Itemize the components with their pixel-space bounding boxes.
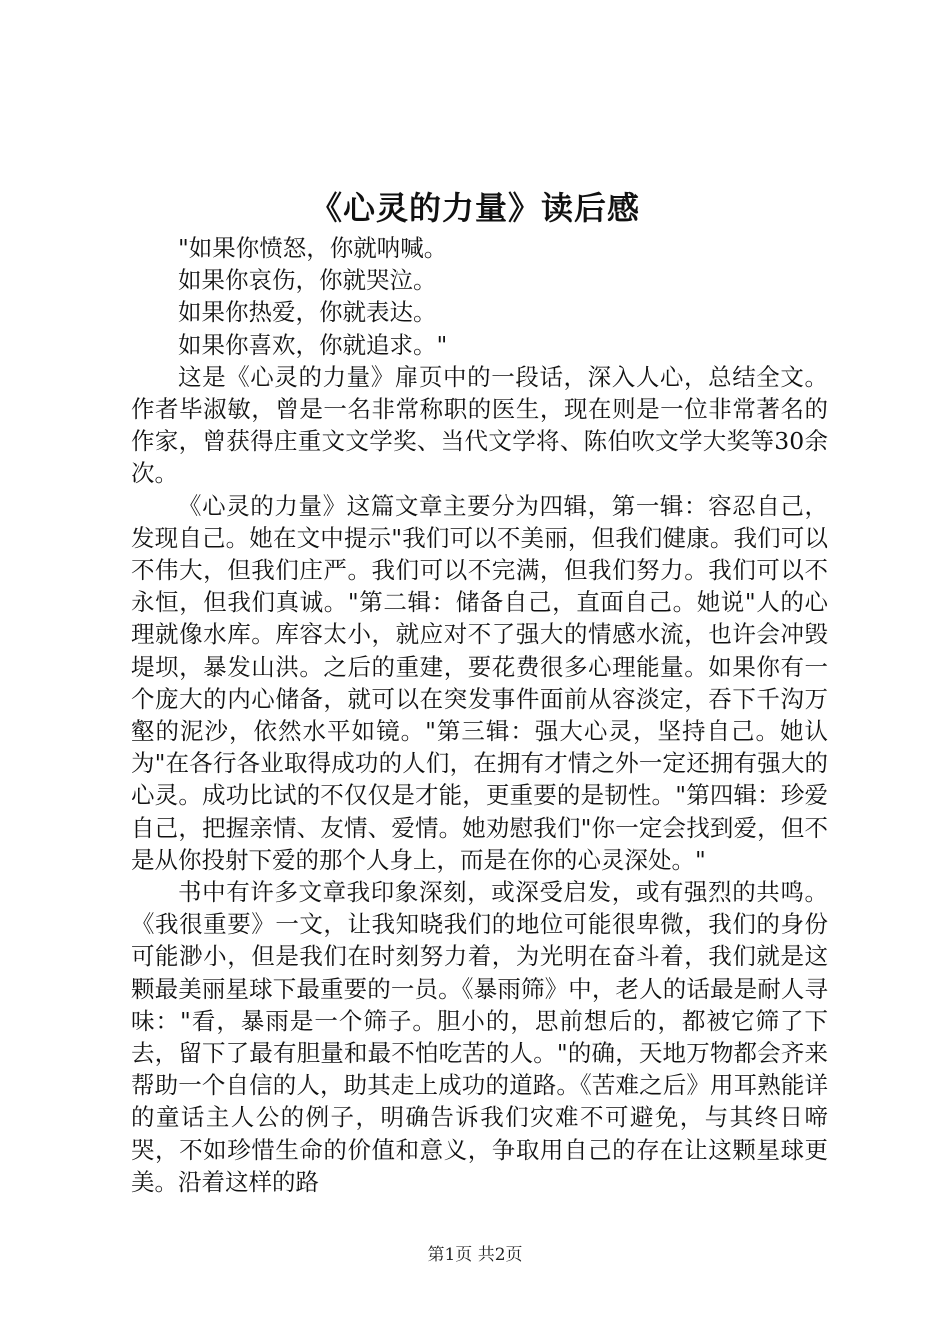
document-body: [131, 232, 828, 1198]
document-title: 《心灵的力量》读后感: [309, 189, 640, 227]
paragraph-impressions: 书中有许多文章我印象深刻，或深受启发，或有强烈的共鸣。《我很重要》一文，让我知晓我们的地位可能很卑微，我们的身份可能渺小，但是我们在时刻努力着，为光明在奋斗着，我们就是这颗最美丽星球下最重要的一员。《暴雨筛》中，老人的话最是耐人寻味："看，暴雨是一个筛子。胆小的，思前想后的，都被它筛了下去，留下了最有胆量和最不怕吃苦的人。"的确，天地万物都会齐来帮助一个自信的人，助其走上成功的道路。《苦难之后》用耳熟能详的童话主人公的例子，明确告诉我们灾难不可避免，与其终日啼哭，不如珍惜生命的价值和意义，争取用自己的存在让这颗星球更美。沿着这样的路: [131, 878, 828, 1196]
paragraph-intro: 这是《心灵的力量》扉页中的一段话，深入人心，总结全文。作者毕淑敏，曾是一名非常称职的医生，现在则是一位非常著名的作家，曾获得庄重文文学奖、当代文学将、陈伯吹文学大奖等30余次。: [131, 362, 828, 488]
poem-line-4: 如果你喜欢，你就追求。": [178, 330, 448, 359]
page-footer: 第1页 共2页: [427, 1245, 523, 1265]
paragraph-structure: 《心灵的力量》这篇文章主要分为四辑，第一辑：容忍自己，发现自己。她在文中提示"我们可以不美丽，但我们健康。我们可以不伟大，但我们庄严。我们可以不完满，但我们努力。我们可以不永恒，但我们真诚。"第二辑：储备自己，直面自己。她说"人的心理就像水库。库容太小，就应对不了强大的情感水流，也许会冲毁堤坝，暴发山洪。之后的重建，要花费很多心理能量。如果你有一个庞大的内心储备，就可以在突发事件面前从容淡定，吞下千沟万壑的泥沙，依然水平如镜。"第三辑：强大心灵，坚持自己。她认为"在各行各业取得成功的人们，在拥有才情之外一定还拥有强大的心灵。成功比试的不仅仅是才能，更重要的是韧性。"第四辑：珍爱自己，把握亲情、友情、爱情。她劝慰我们"你一定会找到爱，但不是从你投射下爱的那个人身上，而是在你的心灵深处。": [131, 491, 828, 874]
poem-line-1: "如果你愤怒，你就呐喊。: [178, 234, 448, 262]
poem-line-2: 如果你哀伤，你就哭泣。: [178, 266, 437, 295]
poem-line-3: 如果你热爱，你就表达。: [178, 298, 437, 327]
